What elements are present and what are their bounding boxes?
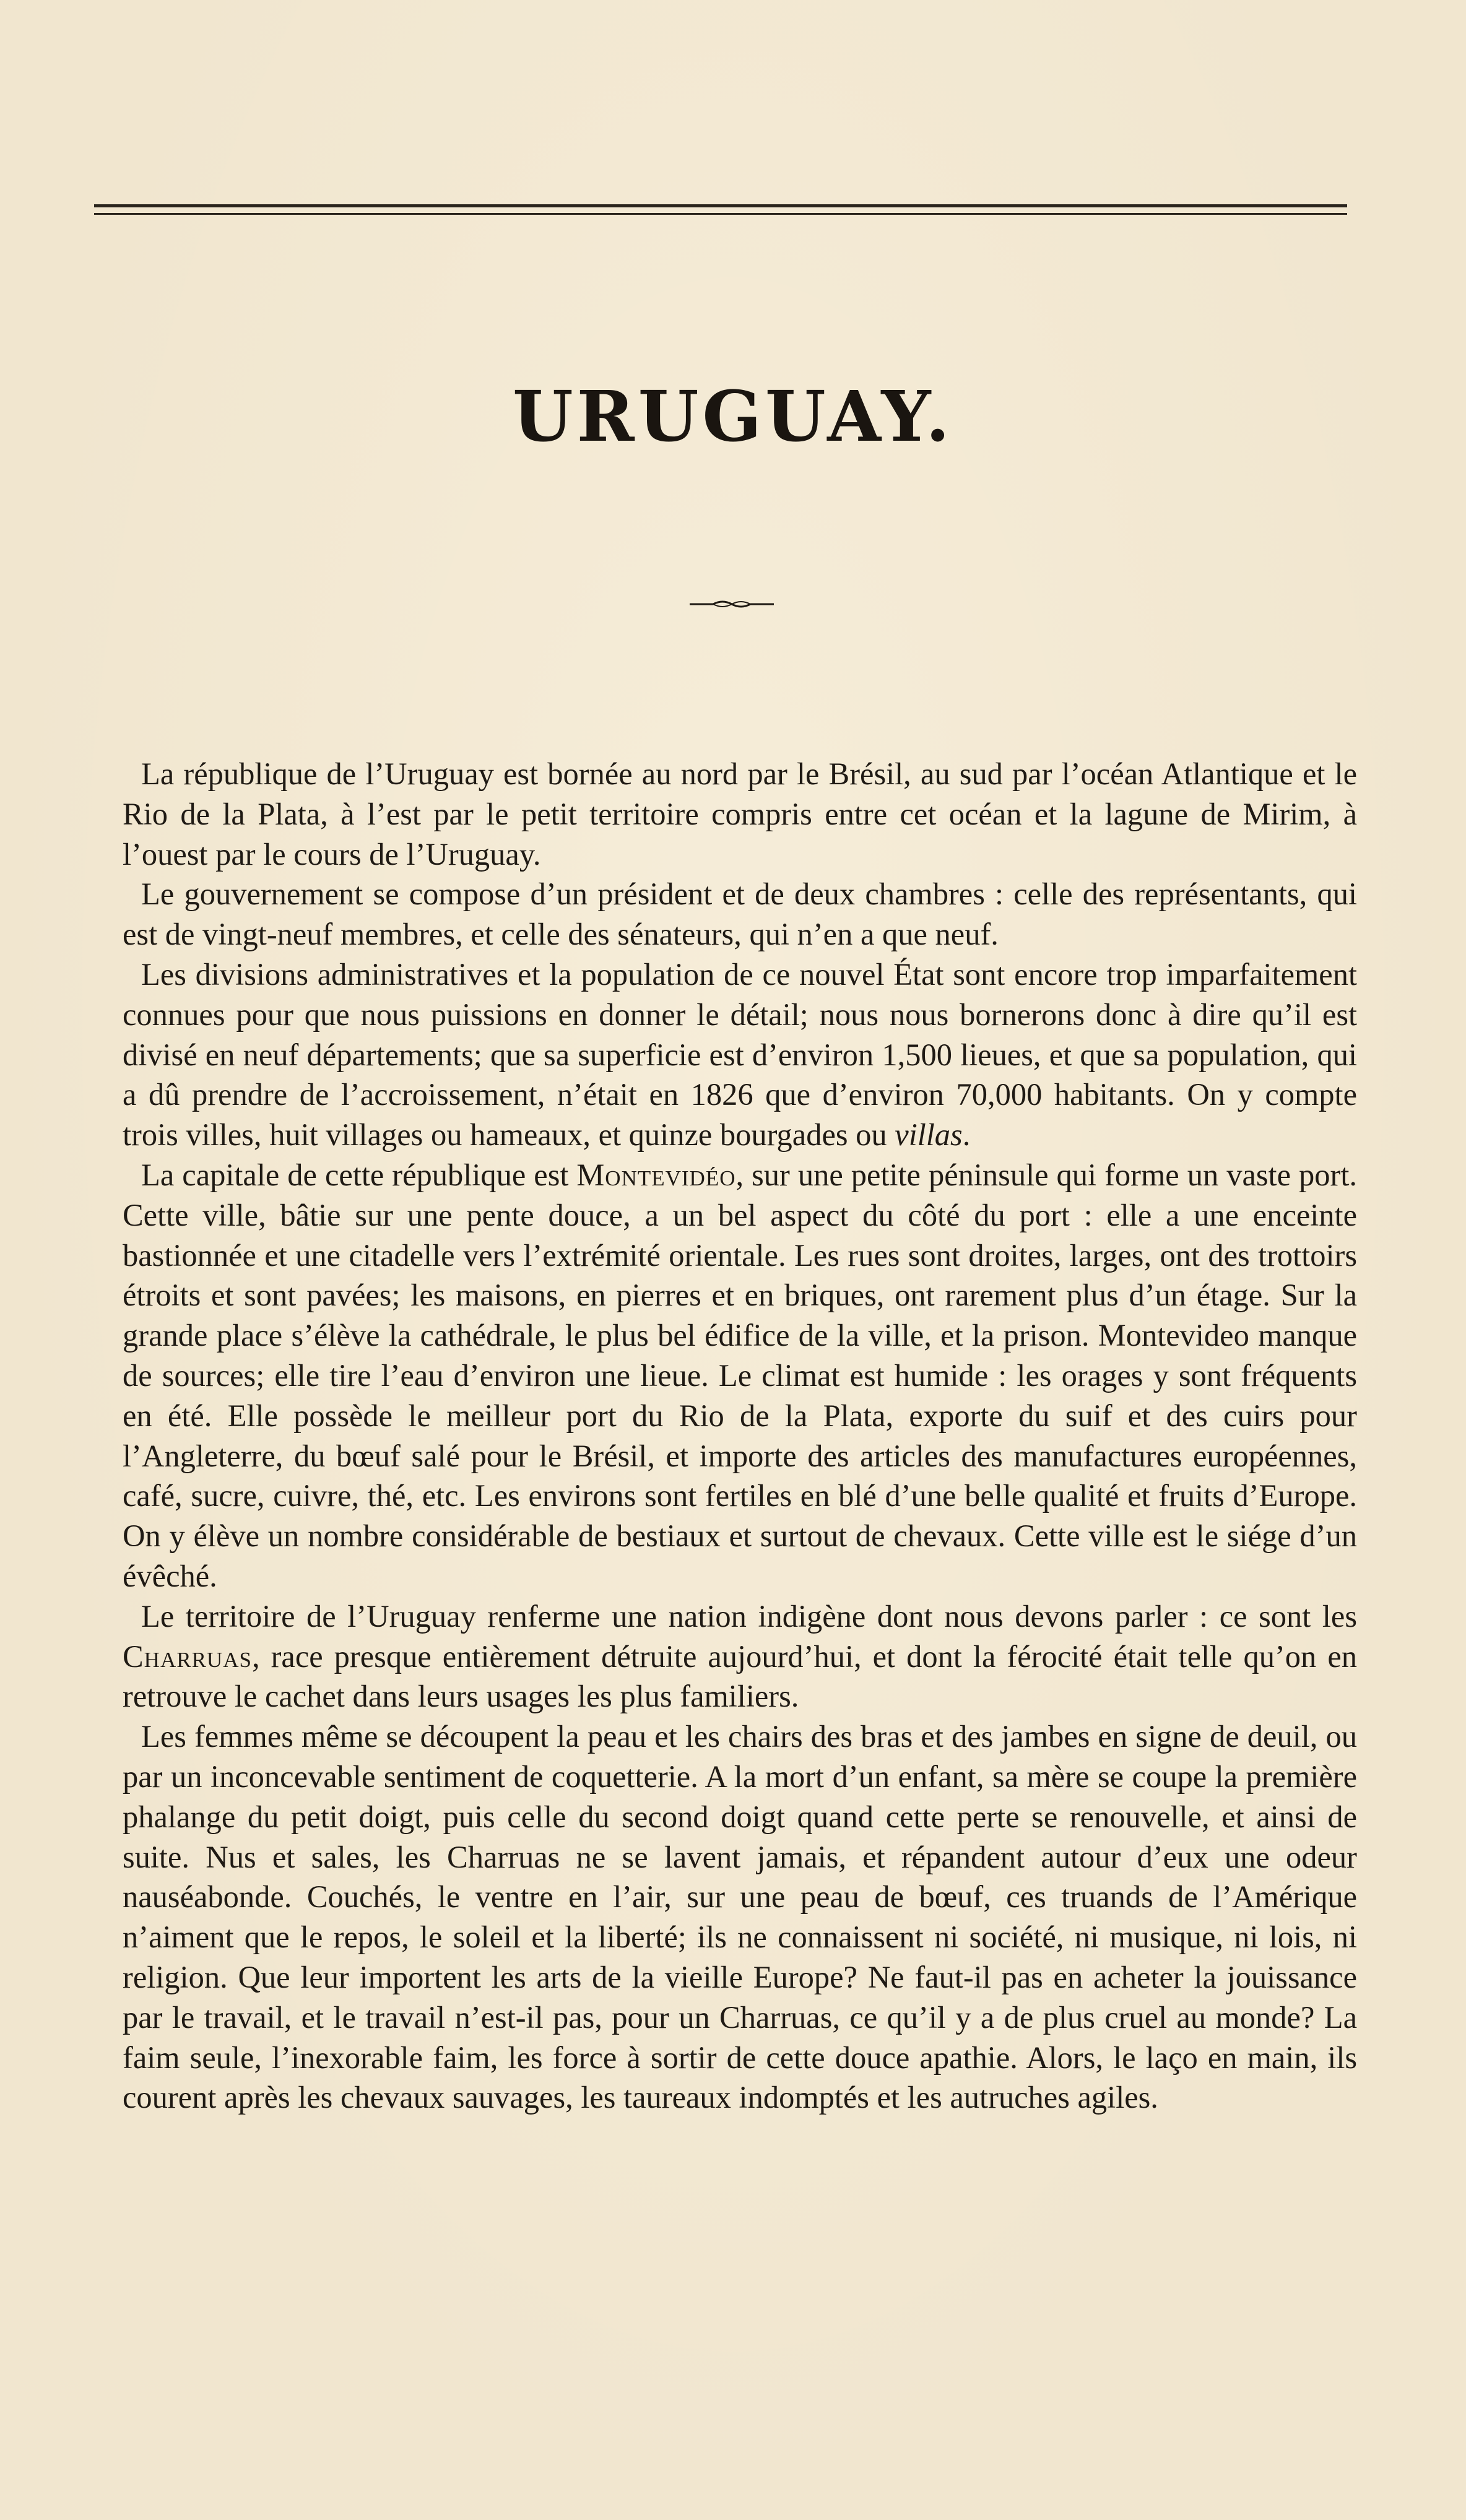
paragraph	[123, 874, 1357, 955]
body-text	[123, 754, 1357, 2118]
ornament-dash-icon	[688, 599, 775, 609]
paragraph	[123, 1717, 1357, 2118]
proper-name: Montevidéo	[576, 1157, 736, 1192]
text-run: .	[962, 1117, 971, 1153]
text-run: Le gouvernement se compose d’un président et de deux chambres : celle des représentants, qui est de vingt-neuf membres, et celle des sénateurs, qui n’en a que neuf.	[123, 877, 1357, 952]
text-run: , race presque entièrement détruite aujourd’hui, et dont la férocité était telle qu’on en retrouve le cachet dans leurs usages les plus familiers.	[123, 1639, 1357, 1714]
text-run: La république de l’Uruguay est bornée au nord par le Brésil, au sud par l’océan Atlantique et le Rio de la Plata, à l’est par le petit territoire compris entre cet océan et la lagune de Mirim, à l’ouest par le cours de l’Uruguay.	[123, 756, 1357, 872]
header-rule-thin	[94, 213, 1347, 215]
paragraph	[123, 1596, 1357, 1717]
text-run: Le territoire de l’Uruguay renferme une nation indigène dont nous devons parler : ce sont les	[141, 1598, 1357, 1634]
paragraph	[123, 955, 1357, 1155]
paragraph	[123, 754, 1357, 874]
paragraph	[123, 1155, 1357, 1596]
proper-name: Charruas	[123, 1639, 252, 1674]
text-run: , sur une petite péninsule qui forme un vaste port. Cette ville, bâtie sur une pente douce, a un bel aspect du côté du port : elle a une enceinte bastionnée et une citadelle vers l’extrémité orientale. Les rues sont droites, larges, ont des trottoirs étroits et sont pavées; les maisons, en pierres et en briques, ont rarement plus d’un étage. Sur la grande place s’élève la cathédrale, le plus bel édifice de la ville, et la prison. Montevideo manque de sources; elle tire l’eau d’environ une lieue. Le climat est humide : les orages y sont fréquents en été. Elle possède le meilleur port du Rio de la Plata, exporte du suif et des cuirs pour l’Angleterre, du bœuf salé pour le Brésil, et importe des articles des manufactures européennes, café, sucre, cuivre, thé, etc. Les environs sont fertiles en blé d’une belle qualité et fruits d’Europe. On y élève un nombre considérable de bestiaux et surtout de chevaux. Cette ville est le siége d’un évêché.	[123, 1157, 1357, 1593]
text-run: La capitale de cette république est	[141, 1157, 577, 1192]
header-rule-thick	[94, 204, 1347, 207]
text-run: Les divisions administratives et la population de ce nouvel État sont encore trop imparfaitement connues pour que nous puissions en donner le détail; nous nous bornerons donc à dire qu’il est divisé en neuf départements; que sa superficie est d’environ 1,500 lieues, et que sa population, qui a dû prendre de l’accroissement, n’était en 1826 que d’environ 70,000 habitants. On y compte trois villes, huit villages ou hameaux, et quinze bourgades ou	[123, 956, 1357, 1153]
italic-term: villas	[895, 1117, 963, 1153]
chapter-title: URUGUAY.	[512, 376, 954, 457]
text-run: Les femmes même se découpent la peau et les chairs des bras et des jambes en signe de deuil, ou par un inconcevable sentiment de coquetterie. A la mort d’un enfant, sa mère se coupe la première phalange du petit doigt, puis celle du second doigt quand cette perte se renouvelle, et ainsi de suite. Nus et sales, les Charruas ne se lavent jamais, et répandent autour d’eux une odeur nauséabonde. Couchés, le ventre en l’air, sur une peau de bœuf, ces truands de l’Amérique n’aiment que le repos, le soleil et la liberté; ils ne connaissent ni société, ni musique, ni lois, ni religion. Que leur importent les arts de la vieille Europe? Ne faut-il pas en acheter la jouissance par le travail, et le travail n’est-il pas, pour un Charruas, ce qu’il y a de plus cruel au monde? La faim seule, l’inexorable faim, les force à sortir de cette douce apathie. Alors, le laço en main, ils courent après les chevaux sauvages, les taureaux indomptés et les autruches agiles.	[123, 1719, 1357, 2115]
